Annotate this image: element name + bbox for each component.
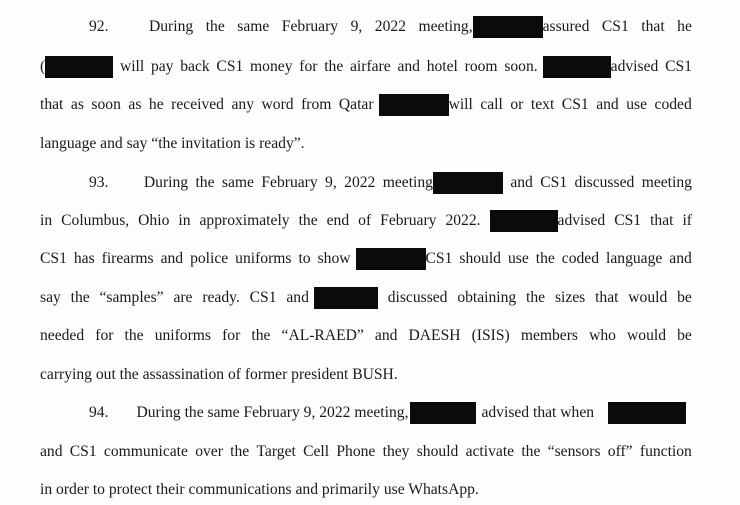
- word: Columbus,: [61, 212, 130, 229]
- word: and: [40, 443, 63, 460]
- word: end: [326, 212, 350, 229]
- word: be: [677, 289, 692, 306]
- line-text: language and say “the invitation is ready”.: [40, 135, 305, 152]
- word: airfare: [350, 58, 391, 75]
- word: and: [374, 327, 398, 344]
- word: show: [317, 250, 351, 267]
- word: if: [682, 212, 692, 229]
- word: word: [261, 96, 294, 113]
- word: and: [160, 250, 184, 267]
- word: 9,: [325, 174, 337, 191]
- word: and: [596, 96, 619, 113]
- word: the: [526, 289, 546, 306]
- paragraph-92-line-1: [40, 17, 692, 37]
- word: uniforms: [154, 327, 211, 344]
- redaction-box: [543, 56, 611, 78]
- line-text: During the same February 9, 2022 meeting,: [136, 404, 409, 421]
- word: During: [143, 174, 189, 191]
- word: be: [677, 327, 692, 344]
- word: and: [669, 250, 692, 267]
- word: (: [40, 58, 46, 75]
- word: room: [464, 58, 498, 75]
- word: CS1: [249, 289, 277, 306]
- word: sizes: [554, 289, 586, 306]
- word: as: [128, 96, 142, 113]
- paragraph-93-line-1: [40, 173, 692, 193]
- word: “sensors: [547, 443, 601, 460]
- word: say: [40, 289, 61, 306]
- paragraph-93-line-4: [40, 288, 692, 308]
- word: for: [95, 327, 114, 344]
- word: and: [286, 289, 309, 306]
- word: in: [40, 212, 53, 229]
- word: 2022: [374, 18, 406, 35]
- word: will: [119, 58, 145, 75]
- word: are: [173, 289, 193, 306]
- word: the: [324, 58, 344, 75]
- word: meeting,: [418, 18, 473, 35]
- word: 2022: [344, 174, 376, 191]
- redaction-box: [379, 94, 449, 116]
- word: of: [358, 212, 372, 229]
- word: CS1: [614, 212, 642, 229]
- word: meeting: [641, 174, 692, 191]
- word: CS1: [561, 96, 589, 113]
- word: Phone: [336, 443, 376, 460]
- word: in: [178, 212, 191, 229]
- redaction-box: [433, 172, 503, 194]
- word: soon: [91, 96, 121, 113]
- word: hotel: [426, 58, 458, 75]
- word: or: [510, 96, 524, 113]
- word: he: [677, 18, 692, 35]
- word: any: [231, 96, 254, 113]
- paragraph-93-line-5: [40, 326, 692, 346]
- word: from: [301, 96, 332, 113]
- word: who: [589, 327, 616, 344]
- paragraph-number: 94.: [89, 404, 109, 421]
- word: the: [251, 327, 271, 344]
- word: (ISIS): [471, 327, 510, 344]
- word: will: [448, 96, 473, 113]
- word: Qatar: [338, 96, 374, 113]
- word: the: [230, 443, 250, 460]
- word: that: [641, 18, 665, 35]
- word: should: [416, 443, 459, 460]
- word: and: [397, 58, 420, 75]
- word: off”: [607, 443, 633, 460]
- word: coded: [654, 96, 692, 113]
- word: has: [73, 250, 95, 267]
- word: advised: [610, 58, 659, 75]
- word: back: [180, 58, 210, 75]
- redaction-box: [314, 287, 378, 309]
- word: ready.: [202, 289, 240, 306]
- redaction-box: [608, 402, 686, 424]
- redaction-box: [473, 16, 543, 38]
- line-text: in order to protect their communications and primarily use WhatsApp.: [40, 481, 479, 498]
- word: as: [70, 96, 84, 113]
- redaction-box: [45, 56, 113, 78]
- word: should: [459, 250, 501, 267]
- word: Target: [256, 443, 296, 460]
- word: the: [205, 18, 225, 35]
- paragraph-94-line-1: [40, 403, 692, 423]
- word: approximately: [199, 212, 290, 229]
- word: CS1: [69, 443, 97, 460]
- word: “AL-RAED”: [281, 327, 364, 344]
- word: that: [650, 212, 674, 229]
- word: use: [626, 96, 648, 113]
- word: February: [261, 174, 318, 191]
- word: firearms: [101, 250, 154, 267]
- paragraph-94-line-3: [40, 480, 692, 500]
- word: police: [190, 250, 229, 267]
- word: would: [627, 327, 667, 344]
- word: 9,: [350, 18, 363, 35]
- word: CS1: [665, 58, 692, 75]
- word: the: [298, 212, 318, 229]
- word: would: [628, 289, 668, 306]
- word: communicate: [103, 443, 188, 460]
- word: same: [237, 18, 270, 35]
- word: the: [70, 289, 90, 306]
- word: uniforms: [235, 250, 292, 267]
- word: DAESH: [408, 327, 461, 344]
- redaction-box: [410, 402, 476, 424]
- word: pay: [150, 58, 174, 75]
- word: assured: [542, 18, 590, 35]
- word: that: [595, 289, 619, 306]
- paragraph-92-line-3: [40, 95, 692, 115]
- word: they: [382, 443, 410, 460]
- word: coded: [561, 250, 600, 267]
- word: the: [124, 327, 144, 344]
- word: Cell: [303, 443, 330, 460]
- word: received: [171, 96, 224, 113]
- word: same: [221, 174, 254, 191]
- word: he: [148, 96, 164, 113]
- line-text: advised that when: [481, 404, 595, 421]
- word: “samples”: [99, 289, 164, 306]
- word: CS1: [601, 18, 629, 35]
- redaction-box: [356, 248, 426, 270]
- word: CS1: [540, 174, 568, 191]
- word: discussed: [574, 174, 635, 191]
- word: function: [639, 443, 692, 460]
- word: that: [40, 96, 64, 113]
- word: the: [195, 174, 215, 191]
- word: CS1: [425, 250, 453, 267]
- paragraph-93-line-3: [40, 249, 692, 269]
- word: over: [195, 443, 223, 460]
- word: CS1: [216, 58, 244, 75]
- paragraph-number: 92.: [89, 18, 109, 35]
- paragraph-92-line-4: [40, 134, 692, 154]
- word: obtaining: [457, 289, 517, 306]
- word: needed: [40, 327, 85, 344]
- word: language: [606, 250, 663, 267]
- redaction-box: [490, 210, 558, 232]
- word: discussed: [387, 289, 448, 306]
- word: February: [380, 212, 437, 229]
- word: the: [521, 443, 541, 460]
- word: members: [520, 327, 578, 344]
- paragraph-94-line-2: [40, 442, 692, 462]
- word: and: [510, 174, 533, 191]
- paragraph-number: 93.: [89, 174, 109, 191]
- word: use: [507, 250, 529, 267]
- word: call: [480, 96, 503, 113]
- paragraph-93-line-6: [40, 365, 692, 385]
- word: Ohio: [138, 212, 170, 229]
- word: During: [149, 18, 194, 35]
- word: soon.: [504, 58, 538, 75]
- word: for: [222, 327, 241, 344]
- word: the: [535, 250, 555, 267]
- word: to: [298, 250, 311, 267]
- word: text: [530, 96, 555, 113]
- word: advised: [557, 212, 606, 229]
- word: 2022.: [445, 212, 481, 229]
- word: money: [250, 58, 293, 75]
- word: meeting: [382, 174, 433, 191]
- word: for: [299, 58, 318, 75]
- word: CS1: [40, 250, 67, 267]
- word: February: [281, 18, 339, 35]
- line-text: carrying out the assassination of former president BUSH.: [40, 366, 398, 383]
- word: activate: [465, 443, 515, 460]
- paragraph-92-line-2: [40, 57, 692, 77]
- paragraph-93-line-2: [40, 211, 692, 231]
